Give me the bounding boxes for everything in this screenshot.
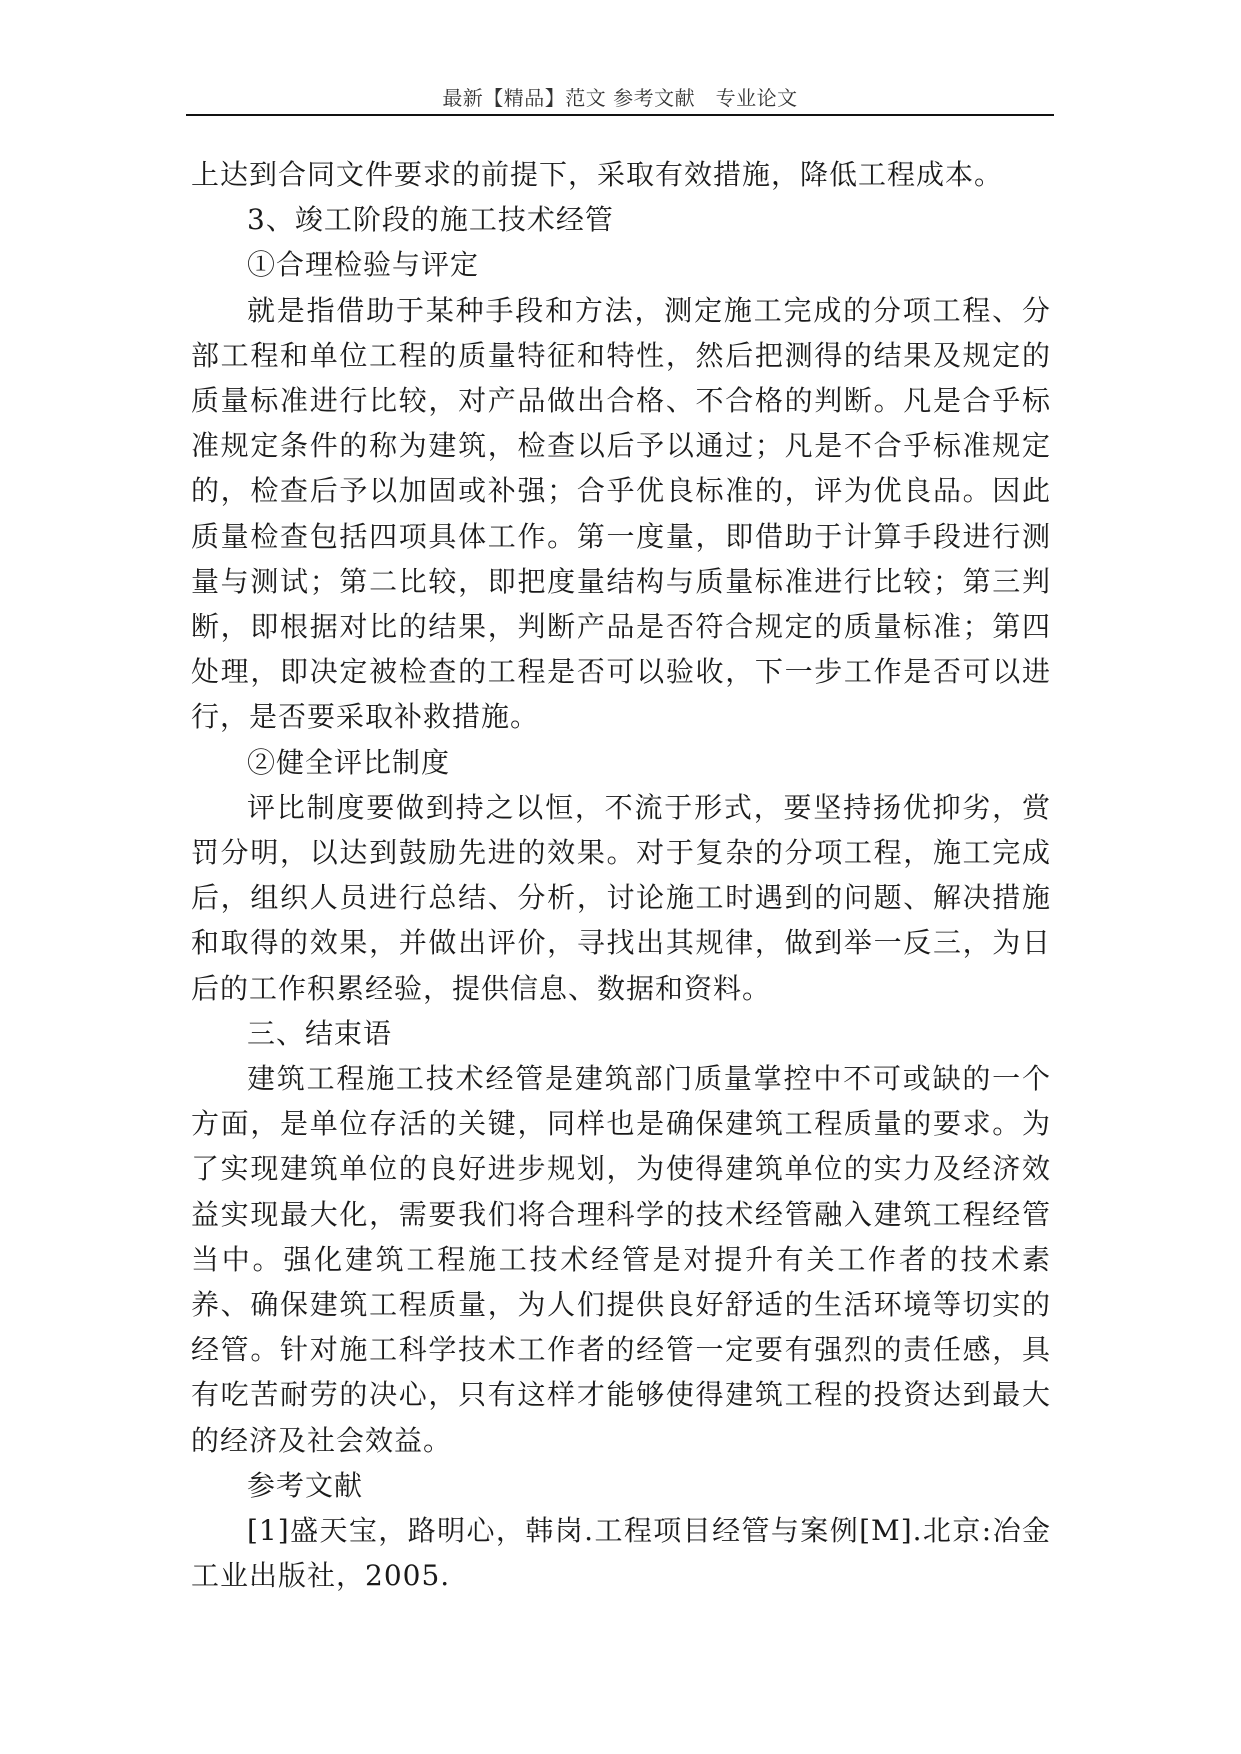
paragraph-evaluation: 评比制度要做到持之以恒，不流于形式，要坚持扬优抑劣，赏罚分明，以达到鼓励先进的效果。对于复杂的分项工程，施工完成后，组织人员进行总结、分析，讨论施工时遇到的问题、解决措施和取得的效果，并做出评价，寻找出其规律，做到举一反三，为日后的工作积累经验，提供信息、数据和资料。 (191, 790, 1051, 1005)
subheading-inspection: ①合理检验与评定 (247, 248, 480, 282)
paragraph-inspection: 就是指借助于某种手段和方法，测定施工完成的分项工程、分部工程和单位工程的质量特征和特性，然后把测得的结果及规定的质量标准进行比较，对产品做出合格、不合格的判断。凡是合乎标准规定条件的称为建筑，检查以后予以通过；凡是不合乎标准规定的，检查后予以加固或补强；合乎优良标准的，评为优良品。因此质量检查包括四项具体工作。第一度量，即借助于计算手段进行测量与测试；第二比较，即把度量结构与质量标准进行比较；第三判断，即根据对比的结果，判断产品是否符合规定的质量标准；第四处理，即决定被检查的工程是否可以验收，下一步工作是否可以进行，是否要采取补救措施。 (191, 293, 1051, 734)
section-heading-conclusion: 三、结束语 (247, 1016, 393, 1050)
paragraph-continuation: 上达到合同文件要求的前提下，采取有效措施，降低工程成本。 (191, 158, 1004, 191)
reference-item-1: [1]盛天宝，路明心，韩岗.工程项目经管与案例[M].北京:冶金工业出版社，2005. (191, 1514, 1051, 1593)
page-header: 最新【精品】范文 参考文献 专业论文 (442, 86, 798, 110)
references-heading: 参考文献 (247, 1468, 364, 1502)
section-heading-completion-stage: 3、竣工阶段的施工技术经管 (247, 203, 614, 237)
header-divider (186, 114, 1054, 116)
subheading-evaluation-system: ②健全评比制度 (247, 745, 451, 779)
paragraph-conclusion: 建筑工程施工技术经管是建筑部门质量掌控中不可或缺的一个方面，是单位存活的关键，同样也是确保建筑工程质量的要求。为了实现建筑单位的良好进步规划，为使得建筑单位的实力及经济效益实现最大化，需要我们将合理科学的技术经管融入建筑工程经管当中。强化建筑工程施工技术经管是对提升有关工作者的技术素养、确保建筑工程质量，为人们提供良好舒适的生活环境等切实的经管。针对施工科学技术工作者的经管一定要有强烈的责任感，具有吃苦耐劳的决心，只有这样才能够使得建筑工程的投资达到最大的经济及社会效益。 (191, 1062, 1051, 1457)
document-body (191, 152, 1051, 1599)
